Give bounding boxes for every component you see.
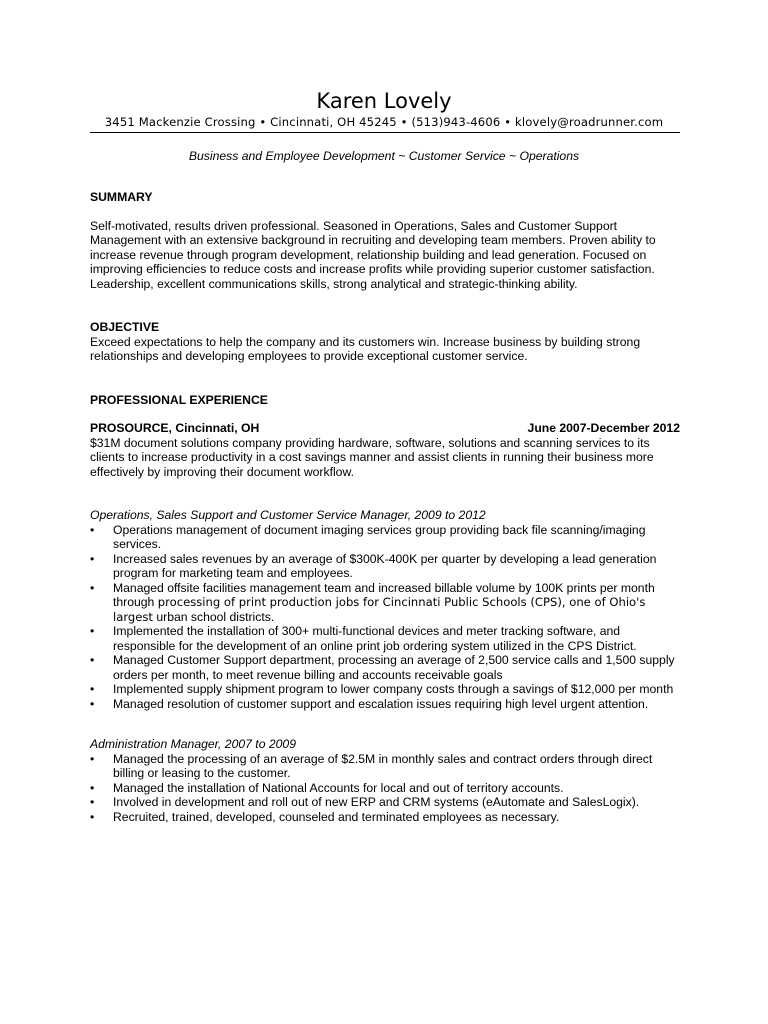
bullet-glyph: • (90, 624, 95, 638)
bullet-text: Recruited, trained, developed, counseled and terminated employees as necessary. (113, 809, 560, 824)
bullet-text: Involved in development and roll out of new ERP and CRM systems (eAutomate and SalesLogix). (113, 795, 640, 809)
bullet-glyph: • (90, 580, 95, 595)
bullet-text: Operations management of document imaging services group providing back file scanning/imaging services. (113, 522, 646, 551)
bullet-glyph: • (90, 653, 95, 667)
objective-section (90, 320, 680, 364)
bullet-glyph: • (90, 751, 95, 766)
bullet-glyph: • (90, 551, 95, 566)
experience-section (90, 393, 680, 825)
list-item (90, 653, 680, 682)
bullet-text-alt-font: processing of print production jobs for Cincinnati Public Schools (CPS), one of Ohio's largest (113, 595, 646, 624)
bullet-text: Increased sales revenues by an average of $300K-400K per quarter by developing a lead generation program for marketing team and employees. (113, 551, 657, 580)
list-item (90, 624, 680, 653)
candidate-name: Karen Lovely (316, 89, 452, 113)
role-bullets (90, 523, 680, 712)
contact-line: 3451 Mackenzie Crossing • Cincinnati, OH 45245 • (513)943-4606 • klovely@roadrunner.com (104, 115, 664, 129)
bullet-text: Implemented supply shipment program to lower company costs through a savings of $12,000 per month (113, 682, 674, 696)
bullet-text: Managed the installation of National Accounts for local and out of territory accounts. (113, 780, 564, 795)
role-title: Operations, Sales Support and Customer Service Manager, 2009 to 2012 (90, 508, 486, 522)
role-bullets (90, 752, 680, 825)
bullet-text: Managed offsite facilities management team and increased billable volume by 100K prints per month through (113, 580, 655, 609)
objective-heading: OBJECTIVE (90, 320, 160, 334)
bullet-glyph: • (90, 696, 95, 711)
list-item (90, 581, 680, 625)
header-divider (90, 132, 680, 133)
bullet-glyph: • (90, 682, 95, 696)
list-item (90, 810, 680, 825)
list-item (90, 682, 680, 697)
company-line (90, 421, 680, 436)
role-block (90, 737, 680, 824)
bullet-text: Implemented the installation of 300+ multi-functional devices and meter tracking software, and responsible for the development of an online print job ordering system utilized in the CPS District. (113, 624, 637, 653)
summary-text: Self-motivated, results driven professional. Seasoned in Operations, Sales and Customer Support Management with an extensive background in recruiting and developing team members. Proven ability to increase revenue through program development, relationship building and lead generation. Focused on improving efficiencies to reduce costs and increase profits while providing superior customer satisfaction. Leadership, excellent communications skills, strong analytical and strategic-thinking ability. (90, 218, 656, 291)
list-item (90, 697, 680, 712)
summary-heading: SUMMARY (90, 190, 153, 204)
role-title: Administration Manager, 2007 to 2009 (90, 737, 296, 751)
bullet-text: Managed Customer Support department, processing an average of 2,500 service calls and 1,500 supply orders per month, to meet revenue billing and accounts receivable goals (113, 653, 675, 682)
bullet-glyph: • (90, 522, 95, 537)
list-item (90, 523, 680, 552)
list-item (90, 552, 680, 581)
objective-text: Exceed expectations to help the company and its customers win. Increase business by building strong relationships and developing employees to provide exceptional customer service. (90, 334, 641, 363)
company-name: PROSOURCE, Cincinnati, OH (90, 421, 260, 435)
list-item (90, 795, 680, 810)
list-item (90, 752, 680, 781)
experience-heading: PROFESSIONAL EXPERIENCE (90, 392, 268, 407)
tagline: Business and Employee Development ~ Customer Service ~ Operations (188, 149, 580, 163)
list-item (90, 781, 680, 796)
employment-dates: June 2007-December 2012 (527, 421, 680, 435)
bullet-text: Managed the processing of an average of $2.5M in monthly sales and contract orders through direct billing or leasing to the customer. (113, 751, 653, 780)
bullet-text-tail: urban school districts. (152, 609, 275, 624)
resume-body (90, 190, 680, 824)
bullet-text: Managed resolution of customer support and escalation issues requiring high level urgent attention. (113, 696, 649, 711)
company-description: $31M document solutions company providing hardware, software, solutions and scanning services to its clients to increase productivity in a cost savings manner and assist clients in running their business more effectively by improving their document workflow. (90, 435, 654, 479)
bullet-glyph: • (90, 809, 95, 824)
role-block (90, 508, 680, 711)
bullet-glyph: • (90, 795, 95, 809)
bullet-glyph: • (90, 780, 95, 795)
summary-section (90, 190, 680, 291)
